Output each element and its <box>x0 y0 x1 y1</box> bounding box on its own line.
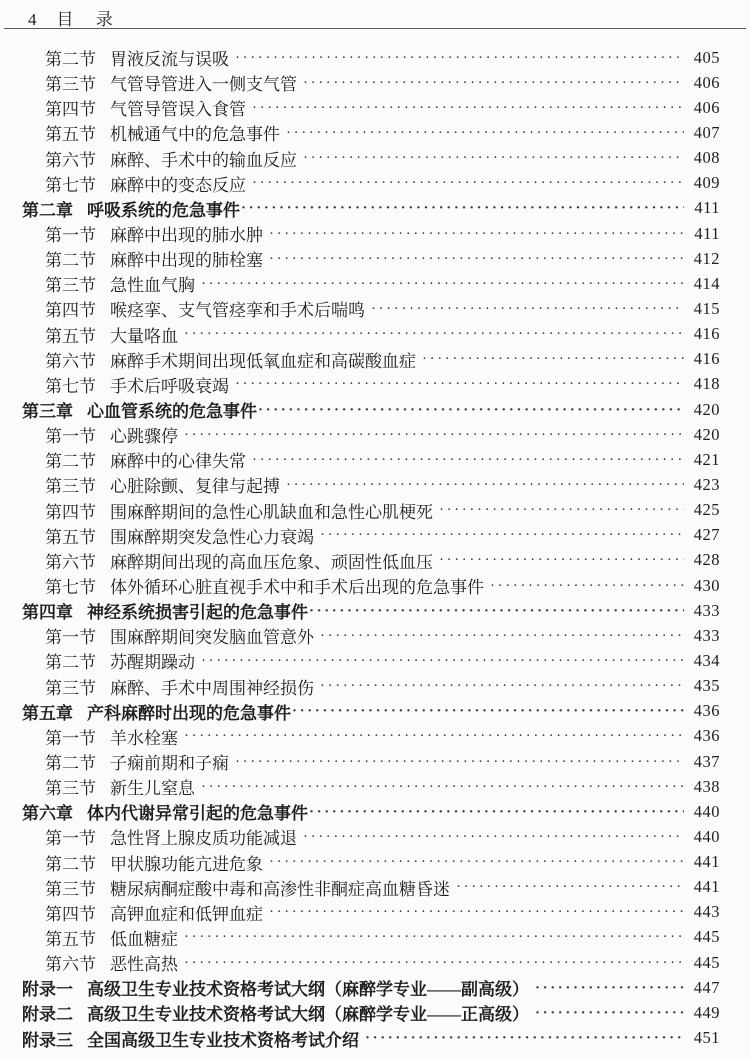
dot-leader <box>201 777 684 797</box>
toc-entry-page: 445 <box>693 927 720 947</box>
toc-entry-page: 407 <box>693 122 720 142</box>
toc-entry <box>0 724 750 749</box>
toc-entry <box>0 774 750 799</box>
toc-entry-title: 低血糖症 <box>110 929 178 949</box>
toc-entry-label: 第一节 <box>45 829 96 849</box>
dot-leader <box>456 877 684 897</box>
dot-leader <box>269 902 684 922</box>
toc-entry-page: 451 <box>693 1028 720 1048</box>
toc-entry-page: 427 <box>693 525 720 545</box>
toc-entry-title: 心脏除颤、复律与起搏 <box>110 477 280 497</box>
toc-entry-label: 第一节 <box>45 728 96 748</box>
toc-entry <box>0 548 750 573</box>
page-header <box>0 0 750 27</box>
toc-entry-label: 附录二 <box>22 1005 73 1025</box>
toc-entry-title: 恶性高热 <box>110 955 178 975</box>
dot-leader <box>235 752 684 772</box>
dot-leader <box>201 274 684 294</box>
toc-entry-label: 第三节 <box>45 75 96 95</box>
toc-entry <box>0 146 750 171</box>
toc-entry-title: 机械通气中的危急事件 <box>110 125 280 145</box>
toc-entry-page: 438 <box>693 776 720 796</box>
toc-entry-label: 第四节 <box>45 100 96 120</box>
toc-entry-title: 麻醉、手术中周围神经损伤 <box>110 678 314 698</box>
toc-entry-page: 406 <box>693 72 720 92</box>
toc-entry <box>0 573 750 598</box>
toc-entry <box>0 196 750 221</box>
toc-entry-page: 445 <box>693 952 720 972</box>
toc-entry-label: 第七节 <box>45 578 96 598</box>
toc-entry-title: 全国高级卫生专业技术资格考试介绍 <box>87 1030 359 1050</box>
dot-leader <box>201 651 684 671</box>
toc-entry-title: 高级卫生专业技术资格考试大纲（麻醉学专业——正高级） <box>87 1005 529 1025</box>
toc-entry-page: 440 <box>693 801 720 821</box>
toc-entry-label: 第五节 <box>45 527 96 547</box>
toc-entry <box>0 1000 750 1025</box>
toc-entry-title: 急性肾上腺皮质功能减退 <box>110 829 297 849</box>
dot-leader <box>490 576 684 596</box>
dot-leader <box>365 1028 684 1048</box>
toc-entry <box>0 498 750 523</box>
dot-leader <box>184 726 684 746</box>
toc-entry-title: 神经系统损害引起的危急事件 <box>87 603 308 623</box>
toc-entry-label: 第三节 <box>45 276 96 296</box>
toc-entry <box>0 372 750 397</box>
dot-leader <box>258 400 684 420</box>
toc-entry-label: 第一节 <box>45 226 96 246</box>
toc-entry <box>0 70 750 95</box>
toc-entry <box>0 120 750 145</box>
toc-entry-label: 第三节 <box>45 779 96 799</box>
toc-entry <box>0 1025 750 1050</box>
toc-entry-page: 411 <box>694 198 720 218</box>
toc-entry-page: 405 <box>693 47 720 67</box>
toc-entry-page: 436 <box>693 701 720 721</box>
toc-entry-page: 409 <box>693 173 720 193</box>
toc-entry-page: 412 <box>693 248 720 268</box>
toc-entry-title: 气管导管进入一侧支气管 <box>110 75 297 95</box>
toc-entry-title: 手术后呼吸衰竭 <box>110 376 229 396</box>
toc-entry-title: 高钾血症和低钾血症 <box>110 904 263 924</box>
dot-leader <box>439 550 684 570</box>
dot-leader <box>320 626 684 646</box>
toc-entry <box>0 850 750 875</box>
toc-entry <box>0 296 750 321</box>
toc-entry <box>0 674 750 699</box>
toc-entry <box>0 347 750 372</box>
toc-entry-label: 第二章 <box>22 200 73 220</box>
dot-leader <box>535 1003 684 1023</box>
toc-entry-label: 附录三 <box>22 1030 73 1050</box>
toc-entry-page: 425 <box>693 500 720 520</box>
toc-entry <box>0 900 750 925</box>
toc-entry-title: 麻醉、手术中的输血反应 <box>110 150 297 170</box>
toc-entry-title: 麻醉中的心律失常 <box>110 452 246 472</box>
toc-entry <box>0 246 750 271</box>
toc-entry-title: 呼吸系统的危急事件 <box>87 200 240 220</box>
toc-entry-page: 447 <box>693 977 720 997</box>
dot-leader <box>303 73 684 93</box>
toc-entry-page: 433 <box>693 625 720 645</box>
dot-leader <box>252 450 684 470</box>
toc-entry-title: 麻醉中出现的肺栓塞 <box>110 251 263 271</box>
toc-entry-title: 甲状腺功能亢进危象 <box>110 854 263 874</box>
toc-entry-label: 第三章 <box>22 402 73 422</box>
dot-leader <box>371 299 684 319</box>
toc-entry-label: 第三节 <box>45 477 96 497</box>
toc-entry-label: 第六节 <box>45 150 96 170</box>
toc-entry-label: 第六节 <box>45 552 96 572</box>
toc-entry-title: 喉痉挛、支气管痉挛和手术后喘鸣 <box>110 301 365 321</box>
toc-entry-title: 产科麻醉时出现的危急事件 <box>87 703 291 723</box>
dot-leader <box>184 324 684 344</box>
toc-entry-label: 第六节 <box>45 955 96 975</box>
toc-entry-label: 第五章 <box>22 703 73 723</box>
toc-entry <box>0 322 750 347</box>
dot-leader <box>184 927 684 947</box>
toc-entry-label: 第五节 <box>45 326 96 346</box>
toc-entry-page: 420 <box>693 399 720 419</box>
toc-entry-page: 430 <box>693 575 720 595</box>
toc-entry-page: 428 <box>693 550 720 570</box>
toc-entry <box>0 523 750 548</box>
toc-entry-title: 胃液反流与误吸 <box>110 50 229 70</box>
toc-entry-title: 苏醒期躁动 <box>110 653 195 673</box>
dot-leader <box>303 148 684 168</box>
toc-entry <box>0 925 750 950</box>
toc-entry-title: 麻醉中的变态反应 <box>110 175 246 195</box>
dot-leader <box>309 601 684 621</box>
dot-leader <box>303 827 684 847</box>
toc-entry-page: 416 <box>693 324 720 344</box>
toc-entry-page: 421 <box>693 449 720 469</box>
toc-entry <box>0 422 750 447</box>
toc-entry-page: 441 <box>693 877 720 897</box>
toc-entry <box>0 221 750 246</box>
toc-entry-label: 第四节 <box>45 904 96 924</box>
dot-leader <box>235 374 684 394</box>
dot-leader <box>439 500 684 520</box>
dot-leader <box>235 48 684 68</box>
toc-entry-label: 第六章 <box>22 804 73 824</box>
toc-entry <box>0 45 750 70</box>
toc-entry-page: 414 <box>693 273 720 293</box>
toc-entry-label: 第三节 <box>45 879 96 899</box>
toc-entry <box>0 598 750 623</box>
toc-entry-label: 第二节 <box>45 754 96 773</box>
toc-entry-page: 449 <box>693 1002 720 1022</box>
toc-entry <box>0 799 750 824</box>
dot-leader <box>241 198 684 218</box>
toc-entry-title: 子痫前期和子痫 <box>110 754 229 773</box>
header-page-number: 4 <box>28 10 37 29</box>
toc-entry-label: 第二节 <box>45 50 96 70</box>
toc-entry-page: 423 <box>693 474 720 494</box>
toc-entry-page: 406 <box>693 97 720 117</box>
toc-entry-title: 气管导管误入食管 <box>110 100 246 120</box>
toc-entry-label: 第四节 <box>45 502 96 522</box>
dot-leader <box>252 173 684 193</box>
toc-entry <box>0 975 750 1000</box>
dot-leader <box>292 701 684 721</box>
toc-entry-title: 围麻醉期间的急性心肌缺血和急性心肌梗死 <box>110 502 433 522</box>
toc-entry-title: 心血管系统的危急事件 <box>87 402 257 422</box>
page-title: 目 录 <box>56 10 122 29</box>
toc-entry-page: 435 <box>693 676 720 696</box>
toc-entry-page: 443 <box>693 902 720 922</box>
toc-entry <box>0 447 750 472</box>
toc-entry <box>0 271 750 296</box>
toc-entry-page: 416 <box>693 349 720 369</box>
toc-entry-title: 围麻醉期突发急性心力衰竭 <box>110 527 314 547</box>
toc-entry-page: 440 <box>693 826 720 846</box>
toc-entry-page: 420 <box>693 424 720 444</box>
toc-entry-title: 围麻醉期间突发脑血管意外 <box>110 628 314 648</box>
toc-entry-title: 麻醉手术期间出现低氧血症和高碳酸血症 <box>110 351 416 371</box>
toc-entry-title: 羊水栓塞 <box>110 728 178 748</box>
toc-entry-label: 第六节 <box>45 351 96 371</box>
toc-entry <box>0 397 750 422</box>
toc-entry-title: 急性血气胸 <box>110 276 195 296</box>
toc-entry <box>0 699 750 724</box>
toc-entry-page: 441 <box>693 852 720 872</box>
toc-entry-page: 411 <box>694 223 720 243</box>
toc-entry-label: 第四章 <box>22 603 73 623</box>
toc-list <box>0 29 750 1051</box>
toc-entry-title: 高级卫生专业技术资格考试大纲（麻醉学专业——副高级） <box>87 980 529 1000</box>
toc-entry-page: 434 <box>693 650 720 670</box>
dot-leader <box>286 123 684 143</box>
toc-entry <box>0 95 750 120</box>
toc-entry-page: 436 <box>693 726 720 746</box>
dot-leader <box>535 978 684 998</box>
toc-entry-title: 体外循环心脏直视手术中和手术后出现的危急事件 <box>110 578 484 598</box>
toc-entry-label: 第三节 <box>45 678 96 698</box>
dot-leader <box>422 349 684 369</box>
toc-entry-label: 第一节 <box>45 628 96 648</box>
toc-entry-label: 第二节 <box>45 251 96 271</box>
toc-entry-label: 第二节 <box>45 653 96 673</box>
toc-entry <box>0 749 750 774</box>
toc-entry-label: 第四节 <box>45 301 96 321</box>
toc-entry-title: 大量咯血 <box>110 326 178 346</box>
toc-entry-title: 新生儿窒息 <box>110 779 195 799</box>
dot-leader <box>269 249 684 269</box>
toc-entry-label: 第七节 <box>45 175 96 195</box>
toc-entry-page: 433 <box>693 600 720 620</box>
toc-entry <box>0 875 750 900</box>
toc-entry-label: 第二节 <box>45 854 96 874</box>
toc-entry-label: 附录一 <box>22 980 73 1000</box>
toc-entry <box>0 171 750 196</box>
toc-entry-label: 第二节 <box>45 452 96 472</box>
toc-entry-label: 第五节 <box>45 125 96 145</box>
toc-entry-title: 体内代谢异常引起的危急事件 <box>87 804 308 824</box>
toc-entry-page: 408 <box>693 148 720 168</box>
dot-leader <box>320 676 684 696</box>
dot-leader <box>184 953 684 973</box>
dot-leader <box>269 224 684 244</box>
dot-leader <box>184 425 684 445</box>
toc-entry <box>0 623 750 648</box>
toc-entry-label: 第一节 <box>45 427 96 447</box>
toc-entry-label: 第五节 <box>45 929 96 949</box>
toc-entry <box>0 648 750 673</box>
dot-leader <box>252 98 684 118</box>
toc-entry <box>0 824 750 849</box>
toc-entry-label: 第七节 <box>45 376 96 396</box>
toc-entry-title: 麻醉中出现的肺水肿 <box>110 226 263 246</box>
toc-entry-page: 437 <box>693 751 720 771</box>
toc-entry-page: 418 <box>693 374 720 394</box>
toc-entry-title: 麻醉期间出现的高血压危象、顽固性低血压 <box>110 552 433 572</box>
toc-entry-title: 心跳骤停 <box>110 427 178 447</box>
dot-leader <box>320 525 684 545</box>
toc-entry <box>0 472 750 497</box>
toc-entry <box>0 950 750 975</box>
dot-leader <box>309 802 684 822</box>
toc-entry-title: 糖尿病酮症酸中毒和高渗性非酮症高血糖昏迷 <box>110 879 450 899</box>
toc-entry-page: 415 <box>693 298 720 318</box>
dot-leader <box>269 852 684 872</box>
dot-leader <box>286 475 684 495</box>
